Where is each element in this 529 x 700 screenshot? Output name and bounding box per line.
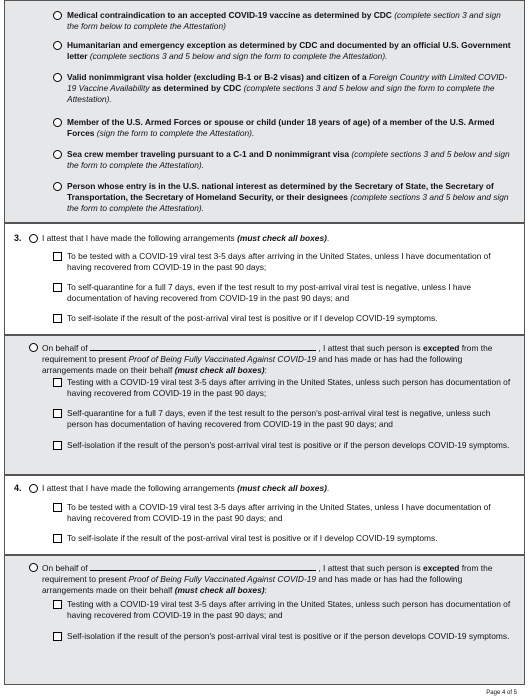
section-4-self-radio[interactable]: [29, 484, 38, 493]
page-number: Page 4 of 5: [486, 690, 517, 696]
option-humanitarian-radio[interactable]: [53, 41, 62, 50]
section-3-behalf-isolate-text: Self-isolation if the result of the person's post-arrival viral test is positive or if the person develops COVID-19 symptoms.: [67, 440, 510, 450]
section-3-behalf-text: On behalf of , I attest that such person is excepted from the requirement to present Proof of Being Fully Vaccinated Against COVID-19 and has made or has had the following arrangements made on their behalf (must check all boxes):: [42, 343, 493, 375]
option-national-interest-radio[interactable]: [53, 182, 62, 191]
section-4-attest: I attest that I have made the following arrangements (must check all boxes).: [42, 483, 330, 493]
section-4-behalf-text: On behalf of , I attest that such person is excepted from the requirement to present Proof of Being Fully Vaccinated Against COVID-19 and has made or has had the following arrangements made on their behalf (must check all boxes):: [42, 563, 493, 595]
option-medical-text: Medical contraindication to an accepted COVID-19 vaccine as determined by CDC (complete section 3 and sign the form below to complete the Attestation): [67, 10, 501, 31]
option-visa-radio[interactable]: [53, 73, 62, 82]
section-3-isolate-text: To self-isolate if the result of the post-arrival viral test is positive or if I develop COVID-19 symptoms.: [67, 313, 438, 323]
option-visa-text: Valid nonimmigrant visa holder (excluding B-1 or B-2 visas) and citizen of a Foreign Country with Limited COVID-19 Vaccine Availability as determined by CDC (complete sections 3 and 5 below and sign the form to complete the Attestation).: [67, 72, 508, 104]
section-4-isolate-text: To self-isolate if the result of the post-arrival viral test is positive or if I develop COVID-19 symptoms.: [67, 533, 438, 543]
section-4-behalf-isolate-text: Self-isolation if the result of the person's post-arrival viral test is positive or if the person develops COVID-19 symptoms.: [67, 631, 510, 641]
section-3-behalf-name-field[interactable]: [90, 342, 316, 351]
option-humanitarian-text: Humanitarian and emergency exception as determined by CDC and documented by an official U.S. Government letter (complete sections 3 and 5 below and sign the form to complete the Attestation).: [67, 40, 511, 61]
section-3-test-text: To be tested with a COVID-19 viral test 3-5 days after arriving in the United States, unless I have documentation of having recovered from COVID-19 in the past 90 days;: [67, 251, 491, 272]
option-armed-forces-radio[interactable]: [53, 118, 62, 127]
section-4-number: 4.: [14, 483, 22, 493]
section-3-self-radio[interactable]: [29, 234, 38, 243]
section-3-attest: I attest that I have made the following arrangements (must check all boxes).: [42, 233, 330, 243]
section-3-behalf-quarantine-text: Self-quarantine for a full 7 days, even if the test result to the person's post-arrival viral test is negative, unless such person has documentation of having recovered from COVID-19 in the past 90 days; and: [67, 408, 491, 429]
section-3-number: 3.: [14, 233, 22, 243]
section-4-behalf-radio[interactable]: [29, 563, 38, 572]
section-3-quarantine-checkbox[interactable]: [53, 283, 62, 292]
section-4-isolate-checkbox[interactable]: [53, 534, 62, 543]
option-sea-crew-radio[interactable]: [53, 150, 62, 159]
section-3-test-checkbox[interactable]: [53, 252, 62, 261]
section-3-behalf-radio[interactable]: [29, 343, 38, 352]
section-4-behalf-test-checkbox[interactable]: [53, 600, 62, 609]
option-medical-radio[interactable]: [53, 11, 62, 20]
section-3-behalf-quarantine-checkbox[interactable]: [53, 409, 62, 418]
section-4-behalf-isolate-checkbox[interactable]: [53, 632, 62, 641]
option-armed-forces-text: Member of the U.S. Armed Forces or spouse or child (under 18 years of age) of a member of the U.S. Armed Forces (sign the form to complete the Attestation).: [67, 117, 495, 138]
section-3-behalf-isolate-checkbox[interactable]: [53, 441, 62, 450]
section-4-test-checkbox[interactable]: [53, 503, 62, 512]
option-national-interest-text: Person whose entry is in the U.S. national interest as determined by the Secretary of State, the Secretary of Transportation, the Secretary of Homeland Security, or their designees (complete sections 3 and 5 below and sign the form to complete the Attestation).: [67, 181, 509, 213]
section-4-test-text: To be tested with a COVID-19 viral test 3-5 days after arriving in the United States, unless I have documentation of having recovered from COVID-19 in the past 90 days; and: [67, 502, 491, 523]
section-3-behalf-test-checkbox[interactable]: [53, 378, 62, 387]
section-4-behalf-name-field[interactable]: [90, 562, 316, 571]
section-3-isolate-checkbox[interactable]: [53, 314, 62, 323]
section-3-behalf-test-text: Testing with a COVID-19 viral test 3-5 days after arriving in the United States, unless such person has documentation of having recovered from COVID-19 in the past 90 days;: [67, 377, 511, 398]
section-3-quarantine-text: To self-quarantine for a full 7 days, even if the test result to my post-arrival viral test is negative, unless I have documentation of having recovered from COVID-19 in the past 90 days; and: [67, 282, 472, 303]
section-4-behalf-test-text: Testing with a COVID-19 viral test 3-5 days after arriving in the United States, unless such person has documentation of having recovered from COVID-19 in the past 90 days; and: [67, 599, 511, 620]
option-sea-crew-text: Sea crew member traveling pursuant to a C-1 and D nonimmigrant visa (complete sections 3 and 5 below and sign the form to complete the Attestation).: [67, 149, 510, 170]
